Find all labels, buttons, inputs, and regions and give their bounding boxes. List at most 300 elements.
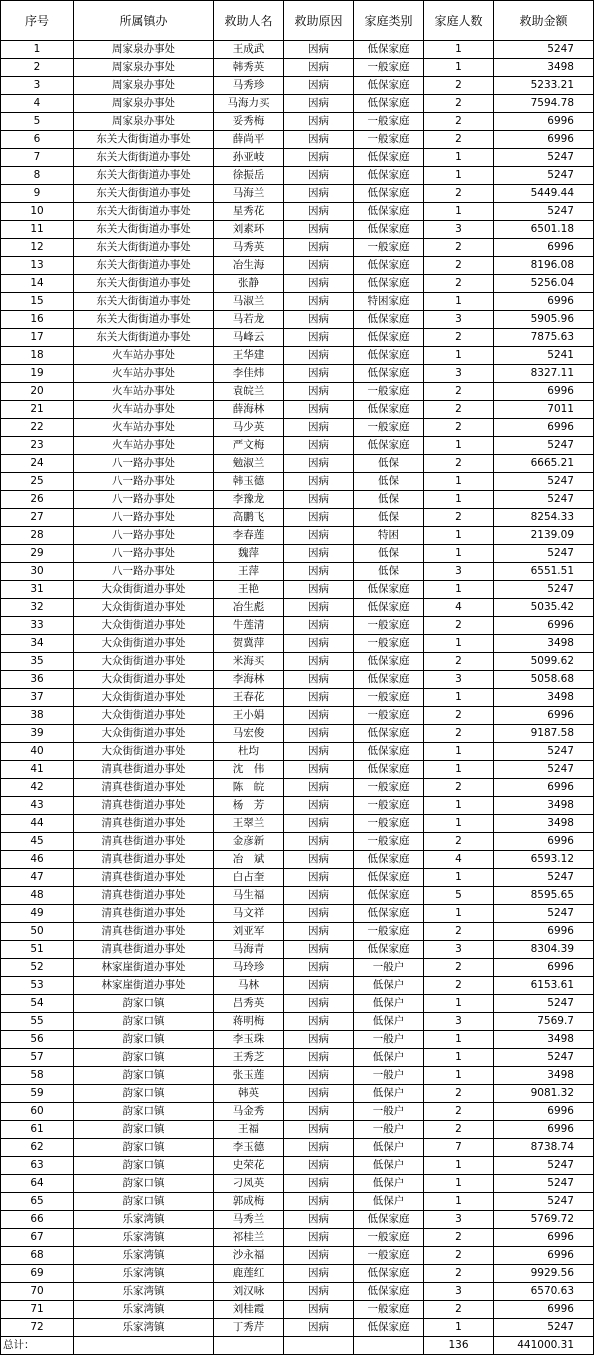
cell-family-type: 特困家庭 (354, 293, 424, 311)
cell-reason: 因病 (284, 833, 354, 851)
table-row (1, 743, 594, 761)
cell-amount: 5247 (494, 1319, 594, 1337)
cell-family-type: 低保家庭 (354, 599, 424, 617)
cell-index: 20 (1, 383, 74, 401)
cell-amount: 9929.56 (494, 1265, 594, 1283)
table-row (1, 167, 594, 185)
cell-name: 史荣花 (214, 1157, 284, 1175)
cell-family-type: 低保户 (354, 1085, 424, 1103)
cell-district: 周家泉办事处 (74, 77, 214, 95)
cell-reason: 因病 (284, 1265, 354, 1283)
cell-name: 张玉莲 (214, 1067, 284, 1085)
cell-family-size: 2 (424, 401, 494, 419)
cell-name: 李春莲 (214, 527, 284, 545)
cell-amount: 5247 (494, 149, 594, 167)
cell-family-size: 1 (424, 293, 494, 311)
cell-district: 八一路办事处 (74, 491, 214, 509)
cell-index: 72 (1, 1319, 74, 1337)
cell-family-size: 1 (424, 545, 494, 563)
cell-amount: 3498 (494, 815, 594, 833)
cell-family-type: 低保家庭 (354, 851, 424, 869)
total-label: 总计： (1, 1337, 74, 1355)
cell-name: 王成武 (214, 41, 284, 59)
cell-name: 王秀芝 (214, 1049, 284, 1067)
table-row (1, 59, 594, 77)
cell-name: 张静 (214, 275, 284, 293)
cell-amount: 6501.18 (494, 221, 594, 239)
cell-name: 沙永福 (214, 1247, 284, 1265)
cell-family-size: 4 (424, 851, 494, 869)
cell-family-type: 一般家庭 (354, 707, 424, 725)
table-row (1, 383, 594, 401)
cell-reason: 因病 (284, 815, 354, 833)
cell-district: 周家泉办事处 (74, 113, 214, 131)
cell-family-type: 一般家庭 (354, 383, 424, 401)
cell-family-size: 1 (424, 41, 494, 59)
cell-amount: 5247 (494, 743, 594, 761)
cell-district: 东关大街街道办事处 (74, 275, 214, 293)
cell-reason: 因病 (284, 1157, 354, 1175)
cell-amount: 6996 (494, 1229, 594, 1247)
cell-reason: 因病 (284, 1175, 354, 1193)
cell-family-size: 2 (424, 617, 494, 635)
cell-family-size: 2 (424, 383, 494, 401)
cell-reason: 因病 (284, 41, 354, 59)
cell-amount: 3498 (494, 797, 594, 815)
table-body (1, 41, 594, 1337)
cell-family-size: 1 (424, 167, 494, 185)
cell-index: 62 (1, 1139, 74, 1157)
cell-family-type: 低保家庭 (354, 311, 424, 329)
cell-family-type: 低保 (354, 545, 424, 563)
cell-name: 马林 (214, 977, 284, 995)
cell-name: 马金秀 (214, 1103, 284, 1121)
table-row (1, 761, 594, 779)
table-row (1, 1247, 594, 1265)
table-row (1, 851, 594, 869)
cell-name: 金彦新 (214, 833, 284, 851)
table-row (1, 869, 594, 887)
cell-name: 王春花 (214, 689, 284, 707)
cell-amount: 6996 (494, 707, 594, 725)
cell-index: 28 (1, 527, 74, 545)
cell-index: 26 (1, 491, 74, 509)
cell-family-size: 2 (424, 1085, 494, 1103)
cell-family-type: 低保家庭 (354, 275, 424, 293)
cell-index: 17 (1, 329, 74, 347)
cell-amount: 6996 (494, 959, 594, 977)
cell-family-size: 1 (424, 527, 494, 545)
cell-index: 32 (1, 599, 74, 617)
table-row (1, 563, 594, 581)
cell-family-size: 2 (424, 113, 494, 131)
cell-index: 12 (1, 239, 74, 257)
cell-index: 37 (1, 689, 74, 707)
cell-district: 清真巷街道办事处 (74, 851, 214, 869)
cell-name: 马秀珍 (214, 77, 284, 95)
cell-family-type: 一般家庭 (354, 131, 424, 149)
cell-district: 八一路办事处 (74, 509, 214, 527)
cell-index: 40 (1, 743, 74, 761)
cell-amount: 7875.63 (494, 329, 594, 347)
cell-name: 妥秀梅 (214, 113, 284, 131)
cell-index: 38 (1, 707, 74, 725)
table-row (1, 689, 594, 707)
cell-amount: 6996 (494, 779, 594, 797)
cell-district: 林家崖街道办事处 (74, 977, 214, 995)
cell-name: 马海青 (214, 941, 284, 959)
cell-district: 清真巷街道办事处 (74, 815, 214, 833)
cell-family-type: 低保家庭 (354, 185, 424, 203)
table-row (1, 527, 594, 545)
cell-index: 31 (1, 581, 74, 599)
cell-reason: 因病 (284, 113, 354, 131)
cell-reason: 因病 (284, 131, 354, 149)
cell-district: 八一路办事处 (74, 527, 214, 545)
total-row (1, 1337, 594, 1355)
cell-amount: 8595.65 (494, 887, 594, 905)
cell-name: 杜均 (214, 743, 284, 761)
table-row (1, 1013, 594, 1031)
cell-family-size: 2 (424, 131, 494, 149)
table-row (1, 365, 594, 383)
cell-index: 1 (1, 41, 74, 59)
cell-name: 马宏俊 (214, 725, 284, 743)
table-row (1, 149, 594, 167)
cell-family-type: 低保 (354, 473, 424, 491)
cell-family-type: 一般家庭 (354, 239, 424, 257)
table-row (1, 1229, 594, 1247)
cell-reason: 因病 (284, 293, 354, 311)
cell-family-type: 一般家庭 (354, 815, 424, 833)
cell-family-type: 低保 (354, 509, 424, 527)
cell-amount: 3498 (494, 1067, 594, 1085)
cell-index: 19 (1, 365, 74, 383)
cell-name: 王华建 (214, 347, 284, 365)
cell-index: 69 (1, 1265, 74, 1283)
cell-reason: 因病 (284, 851, 354, 869)
table-row (1, 455, 594, 473)
cell-district: 东关大街街道办事处 (74, 311, 214, 329)
cell-family-size: 2 (424, 509, 494, 527)
cell-district: 清真巷街道办事处 (74, 797, 214, 815)
cell-amount: 8254.33 (494, 509, 594, 527)
cell-district: 韵家口镇 (74, 1031, 214, 1049)
table-row (1, 1103, 594, 1121)
cell-amount: 6996 (494, 1103, 594, 1121)
cell-reason: 因病 (284, 419, 354, 437)
cell-family-type: 一般家庭 (354, 797, 424, 815)
cell-district: 火车站办事处 (74, 419, 214, 437)
cell-district: 韵家口镇 (74, 1049, 214, 1067)
cell-amount: 5247 (494, 1175, 594, 1193)
cell-amount: 5099.62 (494, 653, 594, 671)
cell-reason: 因病 (284, 1049, 354, 1067)
cell-name: 李海林 (214, 671, 284, 689)
cell-name: 米海买 (214, 653, 284, 671)
cell-district: 周家泉办事处 (74, 59, 214, 77)
cell-family-type: 低保 (354, 563, 424, 581)
cell-family-type: 低保家庭 (354, 1211, 424, 1229)
cell-index: 55 (1, 1013, 74, 1031)
cell-reason: 因病 (284, 995, 354, 1013)
cell-name: 马秀兰 (214, 1211, 284, 1229)
cell-family-type: 一般家庭 (354, 635, 424, 653)
cell-amount: 6996 (494, 113, 594, 131)
cell-family-size: 3 (424, 311, 494, 329)
cell-reason: 因病 (284, 329, 354, 347)
table-row (1, 1157, 594, 1175)
cell-reason: 因病 (284, 1211, 354, 1229)
cell-amount: 6996 (494, 617, 594, 635)
header-index: 序号 (1, 1, 74, 41)
cell-family-type: 低保户 (354, 977, 424, 995)
cell-family-size: 2 (424, 959, 494, 977)
cell-amount: 6996 (494, 383, 594, 401)
cell-reason: 因病 (284, 275, 354, 293)
cell-family-type: 低保家庭 (354, 671, 424, 689)
cell-district: 大众街街道办事处 (74, 581, 214, 599)
cell-family-type: 低保家庭 (354, 149, 424, 167)
cell-index: 68 (1, 1247, 74, 1265)
cell-index: 41 (1, 761, 74, 779)
total-amount: 441000.31 (494, 1337, 594, 1355)
cell-amount: 6996 (494, 1121, 594, 1139)
cell-amount: 5247 (494, 761, 594, 779)
cell-family-size: 2 (424, 977, 494, 995)
cell-name: 王小娟 (214, 707, 284, 725)
cell-district: 大众街街道办事处 (74, 743, 214, 761)
cell-amount: 3498 (494, 635, 594, 653)
cell-family-size: 2 (424, 1229, 494, 1247)
table-row (1, 815, 594, 833)
cell-family-size: 3 (424, 1283, 494, 1301)
cell-name: 韩玉德 (214, 473, 284, 491)
cell-name: 马海力买 (214, 95, 284, 113)
cell-district: 东关大街街道办事处 (74, 167, 214, 185)
cell-amount: 5247 (494, 1049, 594, 1067)
cell-reason: 因病 (284, 221, 354, 239)
cell-family-size: 1 (424, 869, 494, 887)
table-row (1, 941, 594, 959)
cell-amount: 6996 (494, 1247, 594, 1265)
cell-amount: 5247 (494, 203, 594, 221)
cell-name: 勉淑兰 (214, 455, 284, 473)
cell-district: 韵家口镇 (74, 995, 214, 1013)
table-row (1, 581, 594, 599)
table-row (1, 1319, 594, 1337)
cell-family-size: 1 (424, 203, 494, 221)
cell-family-size: 2 (424, 1121, 494, 1139)
cell-family-type: 一般户 (354, 959, 424, 977)
cell-name: 薛海林 (214, 401, 284, 419)
cell-family-type: 低保户 (354, 1013, 424, 1031)
cell-amount: 3498 (494, 689, 594, 707)
cell-family-type: 一般户 (354, 1103, 424, 1121)
cell-family-size: 2 (424, 1301, 494, 1319)
table-row (1, 77, 594, 95)
cell-district: 东关大街街道办事处 (74, 149, 214, 167)
cell-name: 蒋明梅 (214, 1013, 284, 1031)
cell-family-size: 1 (424, 995, 494, 1013)
header-family-type: 家庭类别 (354, 1, 424, 41)
cell-family-type: 低保家庭 (354, 887, 424, 905)
cell-amount: 8304.39 (494, 941, 594, 959)
table-row (1, 275, 594, 293)
cell-amount: 2139.09 (494, 527, 594, 545)
cell-district: 乐家湾镇 (74, 1319, 214, 1337)
cell-amount: 5247 (494, 995, 594, 1013)
cell-amount: 7594.78 (494, 95, 594, 113)
cell-index: 22 (1, 419, 74, 437)
cell-amount: 5247 (494, 473, 594, 491)
cell-name: 刘亚军 (214, 923, 284, 941)
cell-reason: 因病 (284, 491, 354, 509)
cell-district: 大众街街道办事处 (74, 671, 214, 689)
cell-name: 王艳 (214, 581, 284, 599)
cell-reason: 因病 (284, 653, 354, 671)
cell-reason: 因病 (284, 869, 354, 887)
cell-district: 清真巷街道办事处 (74, 779, 214, 797)
cell-reason: 因病 (284, 617, 354, 635)
cell-index: 57 (1, 1049, 74, 1067)
cell-family-type: 低保家庭 (354, 761, 424, 779)
table-row (1, 293, 594, 311)
cell-name: 郭成梅 (214, 1193, 284, 1211)
cell-name: 孙亚岐 (214, 149, 284, 167)
cell-family-size: 2 (424, 185, 494, 203)
cell-name: 马峰云 (214, 329, 284, 347)
cell-district: 火车站办事处 (74, 347, 214, 365)
cell-district: 八一路办事处 (74, 455, 214, 473)
cell-family-type: 一般家庭 (354, 923, 424, 941)
cell-reason: 因病 (284, 1013, 354, 1031)
cell-reason: 因病 (284, 923, 354, 941)
cell-family-size: 2 (424, 725, 494, 743)
cell-district: 韵家口镇 (74, 1121, 214, 1139)
cell-district: 东关大街街道办事处 (74, 185, 214, 203)
cell-family-size: 2 (424, 95, 494, 113)
cell-amount: 5256.04 (494, 275, 594, 293)
cell-family-type: 低保户 (354, 1175, 424, 1193)
cell-name: 徐振岳 (214, 167, 284, 185)
header-family-size: 家庭人数 (424, 1, 494, 41)
cell-district: 东关大街街道办事处 (74, 257, 214, 275)
cell-index: 46 (1, 851, 74, 869)
cell-name: 冶 斌 (214, 851, 284, 869)
cell-family-size: 1 (424, 581, 494, 599)
table-row (1, 653, 594, 671)
cell-reason: 因病 (284, 527, 354, 545)
cell-reason: 因病 (284, 635, 354, 653)
table-row (1, 329, 594, 347)
cell-district: 东关大街街道办事处 (74, 203, 214, 221)
cell-name: 刘素环 (214, 221, 284, 239)
table-row (1, 635, 594, 653)
cell-family-size: 2 (424, 1103, 494, 1121)
table-row (1, 1139, 594, 1157)
cell-reason: 因病 (284, 1193, 354, 1211)
cell-family-type: 低保家庭 (354, 725, 424, 743)
cell-name: 王翠兰 (214, 815, 284, 833)
total-empty-cell (74, 1337, 214, 1355)
cell-family-type: 特困 (354, 527, 424, 545)
cell-name: 韩秀英 (214, 59, 284, 77)
table-row (1, 923, 594, 941)
table-row (1, 617, 594, 635)
cell-name: 牛莲清 (214, 617, 284, 635)
cell-reason: 因病 (284, 563, 354, 581)
table-row (1, 707, 594, 725)
cell-district: 大众街街道办事处 (74, 689, 214, 707)
cell-amount: 6996 (494, 239, 594, 257)
cell-family-size: 1 (424, 1319, 494, 1337)
cell-family-size: 2 (424, 1247, 494, 1265)
cell-amount: 5247 (494, 167, 594, 185)
cell-family-size: 2 (424, 419, 494, 437)
cell-family-size: 3 (424, 563, 494, 581)
cell-district: 韵家口镇 (74, 1013, 214, 1031)
cell-family-type: 低保家庭 (354, 77, 424, 95)
cell-family-size: 2 (424, 923, 494, 941)
cell-family-size: 3 (424, 941, 494, 959)
cell-family-type: 一般家庭 (354, 1247, 424, 1265)
cell-index: 70 (1, 1283, 74, 1301)
cell-name: 星秀花 (214, 203, 284, 221)
cell-family-size: 1 (424, 797, 494, 815)
cell-district: 大众街街道办事处 (74, 725, 214, 743)
cell-district: 大众街街道办事处 (74, 599, 214, 617)
cell-reason: 因病 (284, 977, 354, 995)
cell-family-type: 一般家庭 (354, 689, 424, 707)
cell-amount: 6570.63 (494, 1283, 594, 1301)
cell-amount: 5905.96 (494, 311, 594, 329)
cell-amount: 6996 (494, 923, 594, 941)
table-row (1, 833, 594, 851)
cell-amount: 5247 (494, 41, 594, 59)
cell-family-size: 1 (424, 905, 494, 923)
cell-district: 韵家口镇 (74, 1193, 214, 1211)
cell-family-size: 1 (424, 815, 494, 833)
cell-index: 23 (1, 437, 74, 455)
cell-family-size: 1 (424, 437, 494, 455)
table-row (1, 113, 594, 131)
cell-name: 陈 皖 (214, 779, 284, 797)
cell-district: 大众街街道办事处 (74, 653, 214, 671)
table-row (1, 599, 594, 617)
table-header-row (1, 1, 594, 41)
cell-reason: 因病 (284, 1247, 354, 1265)
table-row (1, 779, 594, 797)
cell-reason: 因病 (284, 1301, 354, 1319)
cell-name: 冶生彪 (214, 599, 284, 617)
cell-amount: 5233.21 (494, 77, 594, 95)
header-name: 救助人名 (214, 1, 284, 41)
cell-reason: 因病 (284, 401, 354, 419)
cell-family-size: 4 (424, 599, 494, 617)
cell-reason: 因病 (284, 95, 354, 113)
cell-district: 清真巷街道办事处 (74, 833, 214, 851)
cell-index: 11 (1, 221, 74, 239)
cell-district: 火车站办事处 (74, 401, 214, 419)
cell-reason: 因病 (284, 509, 354, 527)
cell-family-size: 1 (424, 149, 494, 167)
table-row (1, 977, 594, 995)
cell-family-size: 2 (424, 455, 494, 473)
cell-reason: 因病 (284, 1283, 354, 1301)
table-row (1, 509, 594, 527)
cell-amount: 5247 (494, 1193, 594, 1211)
